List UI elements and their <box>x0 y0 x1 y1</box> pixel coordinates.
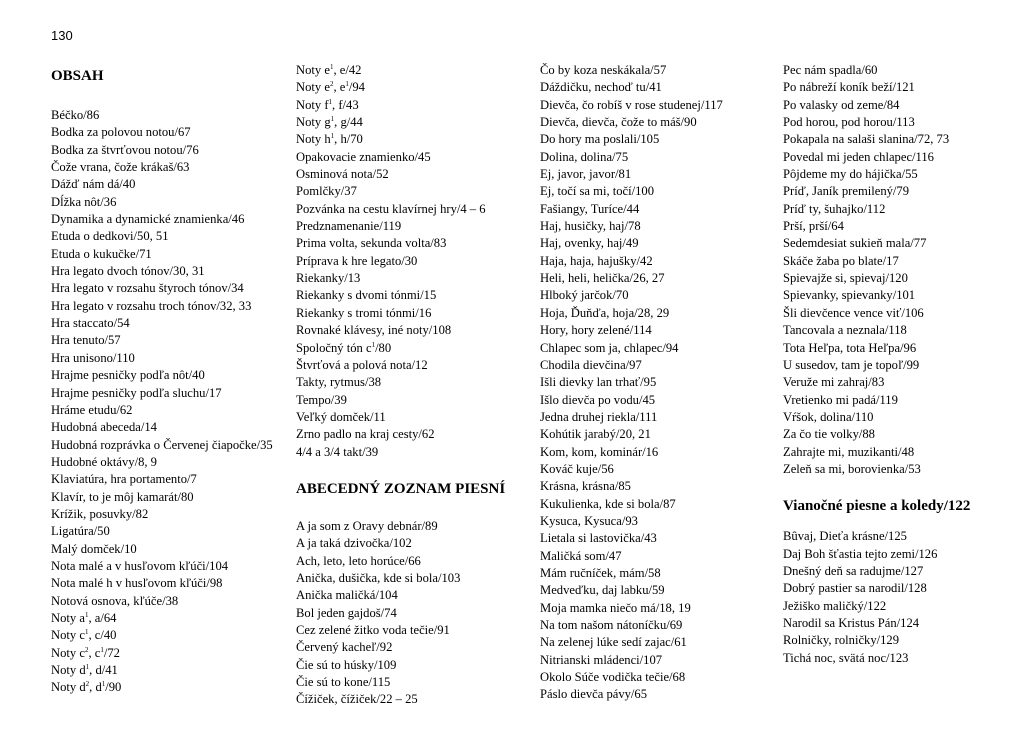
song-item: Čie sú to húsky/109 <box>296 657 397 672</box>
song-item: Červený kacheľ/92 <box>296 640 393 655</box>
contents-item: Noty $d^1$, d/41 <box>51 662 118 677</box>
contents-item: Noty $a^1$, a/64 <box>51 610 117 625</box>
contents-item: Štvrťová a polová nota/12 <box>296 357 428 372</box>
contents-item: Osminová nota/52 <box>296 167 389 182</box>
contents-item: Klaviatúra, hra portamento/7 <box>51 472 197 487</box>
contents-item: Hra unisono/110 <box>51 350 135 365</box>
column-3 <box>540 62 765 704</box>
songs-list <box>540 62 765 704</box>
contents-item: Hudobné oktávy/8, 9 <box>51 454 157 469</box>
contents-item: 4/4 a 3/4 takt/39 <box>296 444 379 459</box>
contents-item: Noty $d^2$, $d^1/90$ <box>51 680 122 695</box>
song-item: Príď, Janík premilený/79 <box>783 184 910 199</box>
christmas-heading: Vianočné piesne a koledy/122 <box>783 498 971 515</box>
christmas-song-item: Dobrý pastier sa narodil/128 <box>783 581 927 596</box>
song-item: Tota Heľpa, tota Heľpa/96 <box>783 340 917 355</box>
contents-item: Predznamenanie/119 <box>296 219 402 234</box>
contents-item: Noty $g^1$, g/44 <box>296 114 363 130</box>
song-item: Fašiangy, Turíce/44 <box>540 201 640 216</box>
song-item: Na tom našom nátoníčku/69 <box>540 618 683 632</box>
song-item: Veruže mi zahraj/83 <box>783 375 885 390</box>
song-item: Zeleň sa mi, borovienka/53 <box>783 461 921 476</box>
song-item: Haj, ovenky, haj/49 <box>540 236 639 251</box>
song-item: Kom, kom, kominár/16 <box>540 444 659 459</box>
song-item: Vŕšok, dolina/110 <box>783 409 874 424</box>
contents-notes-list <box>51 610 276 697</box>
contents-item: Prima volta, sekunda volta/83 <box>296 236 447 251</box>
contents-item: Notová osnova, kľúče/38 <box>51 593 179 608</box>
song-item: Cez zelené žitko voda tečie/91 <box>296 622 450 637</box>
song-item: Kohútik jarabý/20, 21 <box>540 427 651 442</box>
songs-heading: ABECEDNÝ ZOZNAM PIESNÍ <box>296 480 506 497</box>
song-item: Čížiček, čížiček/22 – 25 <box>296 692 418 707</box>
song-item: Prší, prší/64 <box>783 219 844 234</box>
song-item: Pôjdeme my do hájička/55 <box>783 167 918 182</box>
song-item: Dolina, dolina/75 <box>540 149 629 164</box>
contents-item: Hudobná abeceda/14 <box>51 420 157 435</box>
contents-item: Tempo/39 <box>296 392 347 407</box>
song-item: Moja mamka niečo má/18, 19 <box>540 600 691 615</box>
song-item: Páslo dievča pávy/65 <box>540 687 648 702</box>
contents-item: Noty $h^1$, h/70 <box>296 132 363 147</box>
song-item: Jedna druhej riekla/111 <box>540 409 658 424</box>
contents-item: Etuda o kukučke/71 <box>51 246 152 261</box>
contents-item: Riekanky s dvomi tónmi/15 <box>296 288 437 303</box>
song-item: Ej, javor, javor/81 <box>540 167 632 182</box>
song-item: Kováč kuje/56 <box>540 461 614 476</box>
contents-item: Hra legato dvoch tónov/30, 31 <box>51 264 205 279</box>
song-item: A ja som z Oravy debnár/89 <box>296 518 438 533</box>
contents-item: Príprava k hre legato/30 <box>296 253 418 268</box>
song-item: A ja taká dzivočka/102 <box>296 536 412 551</box>
christmas-song-item: Rolničky, rolničky/129 <box>783 633 900 648</box>
song-item: Príď ty, šuhajko/112 <box>783 201 886 216</box>
christmas-song-item: Tichá noc, svätá noc/123 <box>783 650 909 665</box>
contents-item: Dĺžka nôt/36 <box>51 194 117 209</box>
christmas-song-item: Bûvaj, Dieťa krásne/125 <box>783 529 907 544</box>
column-1 <box>51 62 276 697</box>
song-item: Išli dievky lan trhať/95 <box>540 375 657 390</box>
song-item: Na zelenej lúke sedí zajac/61 <box>540 635 687 650</box>
song-item: Nitrianski mládenci/107 <box>540 652 663 667</box>
contents-item: Čože vrana, čože krákaš/63 <box>51 160 190 175</box>
column-4 <box>783 62 1013 667</box>
contents-heading: OBSAH <box>51 68 104 84</box>
contents-item: Dážď nám dá/40 <box>51 177 136 192</box>
song-item: Mám ručníček, mám/58 <box>540 565 661 580</box>
song-item: Anička, dušička, kde si bola/103 <box>296 570 461 585</box>
song-item: Ej, točí sa mi, točí/100 <box>540 184 655 199</box>
contents-item: Noty $c^1$, c/40 <box>51 628 117 643</box>
contents-item: Hudobná rozprávka o Červenej čiapočke/35 <box>51 437 273 452</box>
song-item: Pod horou, pod horou/113 <box>783 115 915 130</box>
song-item: Išlo dievča po vodu/45 <box>540 392 656 407</box>
songs-list <box>783 62 1013 478</box>
song-item: Pec nám spadla/60 <box>783 63 878 77</box>
song-item: Haj, husičky, haj/78 <box>540 219 641 234</box>
contents-item: Hráme etudu/62 <box>51 402 133 417</box>
song-item: Dievča, čo robíš v rose studenej/117 <box>540 97 723 112</box>
song-item: Hoja, Ďuňďa, hoja/28, 29 <box>540 305 670 320</box>
song-item: Pokapala na salaši slanina/72, 73 <box>783 132 950 147</box>
song-item: Anička maličká/104 <box>296 588 398 603</box>
contents-item: Hra tenuto/57 <box>51 333 121 348</box>
contents-item: Rovnaké klávesy, iné noty/108 <box>296 323 452 338</box>
contents-item: Noty $f^1$, f/43 <box>296 97 359 112</box>
contents-item: Pozvánka na cestu klavírnej hry/4 – 6 <box>296 201 486 216</box>
song-item: Ach, leto, leto horúce/66 <box>296 553 421 568</box>
song-item: Dievča, dievča, čože to máš/90 <box>540 115 697 130</box>
song-item: Medveďku, daj labku/59 <box>540 583 665 598</box>
song-item: Hory, hory zelené/114 <box>540 323 652 338</box>
contents-item: Klavír, to je môj kamarát/80 <box>51 489 194 504</box>
contents-item: Krížik, posuvky/82 <box>51 506 149 521</box>
contents-list <box>296 340 521 357</box>
song-item: Zahrajte mi, muzikanti/48 <box>783 444 915 459</box>
song-item: Vretienko mi padá/119 <box>783 392 898 407</box>
song-item: Haja, haja, hajušky/42 <box>540 253 653 268</box>
contents-item: Noty $e^2$, $e^1/94$ <box>296 80 365 95</box>
contents-item: Malý domček/10 <box>51 541 137 556</box>
contents-item: Opakovacie znamienko/45 <box>296 149 431 164</box>
song-item: Chlapec som ja, chlapec/94 <box>540 340 679 355</box>
contents-item: Ligatúra/50 <box>51 524 110 539</box>
song-item: Skáče žaba po blate/17 <box>783 253 899 268</box>
contents-item: Noty $c^2$, $c^1/72$ <box>51 645 120 660</box>
song-item: Spievanky, spievanky/101 <box>783 288 916 303</box>
contents-item: Zrno padlo na kraj cesty/62 <box>296 427 435 442</box>
song-item: Okolo Súče vodička tečie/68 <box>540 670 686 685</box>
song-item: Povedal mi jeden chlapec/116 <box>783 149 934 164</box>
songs-list <box>296 518 521 709</box>
song-item: Maličká som/47 <box>540 548 622 563</box>
contents-item: Bodka za polovou notou/67 <box>51 125 191 140</box>
song-item: Hlboký jarčok/70 <box>540 288 629 303</box>
page-number: 130 <box>51 28 73 43</box>
contents-item: Nota malé h v husľovom kľúči/98 <box>51 576 223 591</box>
contents-item: Dynamika a dynamické znamienka/46 <box>51 212 245 227</box>
song-item: Za čo tie volky/88 <box>783 427 875 442</box>
song-item: Krásna, krásna/85 <box>540 479 631 494</box>
column-2 <box>296 62 521 709</box>
christmas-song-item: Daj Boh šťastia tejto zemi/126 <box>783 546 938 561</box>
contents-item: Noty $e^1$, e/42 <box>296 62 362 77</box>
song-item: Čo by koza neskákala/57 <box>540 63 667 77</box>
contents-item: Riekanky s tromi tónmi/16 <box>296 305 432 320</box>
contents-list <box>296 149 521 340</box>
contents-item: Veľký domček/11 <box>296 409 386 424</box>
song-item: Po nábreží koník beží/121 <box>783 80 915 95</box>
contents-list <box>296 357 521 461</box>
song-item: Kukulienka, kde si bola/87 <box>540 496 676 511</box>
song-item: Spievajže si, spievaj/120 <box>783 271 908 286</box>
song-item: Do hory ma poslali/105 <box>540 132 660 147</box>
contents-item: Etuda o dedkovi/50, 51 <box>51 229 169 244</box>
contents-item: Hrajme pesničky podľa sluchu/17 <box>51 385 222 400</box>
song-item: Kysuca, Kysuca/93 <box>540 513 638 528</box>
contents-item: Bodka za štvrťovou notou/76 <box>51 142 199 157</box>
christmas-song-item: Narodil sa Kristus Pán/124 <box>783 615 920 630</box>
song-item: Dáždičku, nechoď tu/41 <box>540 80 662 95</box>
contents-item: Nota malé a v husľovom kľúči/104 <box>51 558 229 573</box>
contents-notes-list <box>296 62 521 149</box>
song-item: Heli, heli, helička/26, 27 <box>540 271 665 286</box>
christmas-song-item: Ježiško maličký/122 <box>783 598 887 613</box>
song-item: Šli dievčence vence viť/106 <box>783 305 924 320</box>
contents-item: Hrajme pesničky podľa nôt/40 <box>51 368 205 383</box>
contents-item: Spoločný tón $c^1/80$ <box>296 340 392 355</box>
contents-item: Béčko/86 <box>51 108 100 122</box>
contents-item: Takty, rytmus/38 <box>296 375 382 390</box>
song-item: Čie sú to kone/115 <box>296 675 391 689</box>
contents-item: Pomlčky/37 <box>296 184 357 199</box>
contents-item: Riekanky/13 <box>296 271 361 286</box>
song-item: Po valasky od zeme/84 <box>783 97 900 112</box>
song-item: Sedemdesiat sukieň mala/77 <box>783 236 927 251</box>
song-item: U susedov, tam je topoľ/99 <box>783 357 920 372</box>
contents-item: Hra legato v rozsahu štyroch tónov/34 <box>51 281 244 296</box>
contents-item: Hra legato v rozsahu troch tónov/32, 33 <box>51 298 252 313</box>
song-item: Lietala si lastovička/43 <box>540 531 657 546</box>
song-item: Chodila dievčina/97 <box>540 357 642 372</box>
song-item: Tancovala a neznala/118 <box>783 323 907 338</box>
song-item: Bol jeden gajdoš/74 <box>296 605 397 620</box>
contents-list <box>51 107 276 610</box>
christmas-list <box>783 528 1013 667</box>
contents-item: Hra staccato/54 <box>51 316 130 331</box>
christmas-song-item: Dnešný deň sa radujme/127 <box>783 563 924 578</box>
